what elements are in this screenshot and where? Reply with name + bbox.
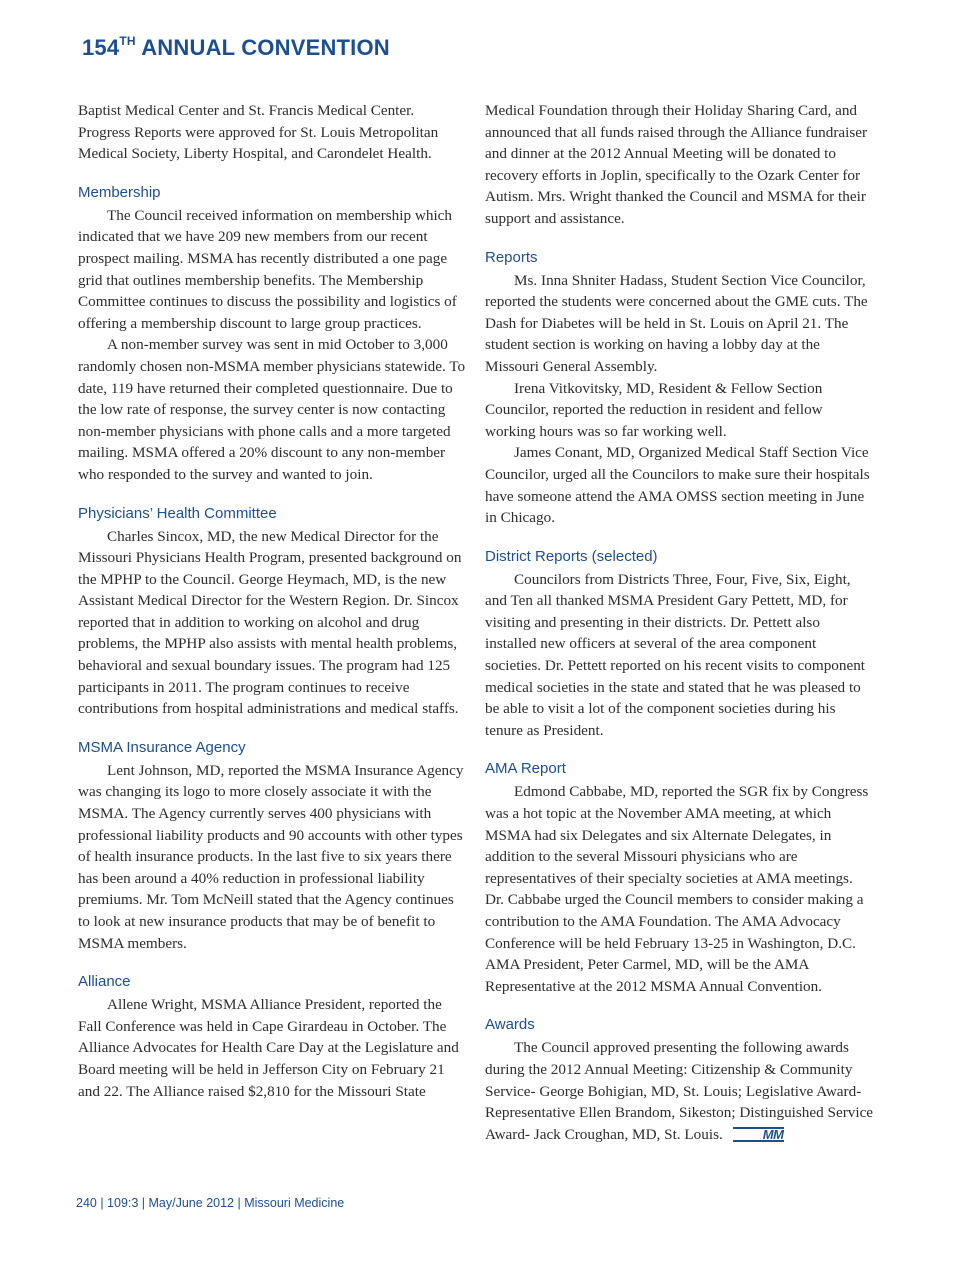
right-intro-paragraph: Medical Foundation through their Holiday Sharing Card, and announced that all funds raised through the Alliance fundraiser and dinner at the 2012 Annual Meeting will be donated to recovery efforts in Joplin, specifically to the Ozark Center for Autism. Mrs. Wright thanked the Council and MSMA for their support and assistance. <box>485 102 868 227</box>
ama-report-paragraph: Edmond Cabbabe, MD, reported the SGR fix by Congress was a hot topic at the November AMA meeting, at which MSMA had six Delegates and six Alternate Delegates, in addition to the several Missouri physicians who are representatives of their specialty societies at AMA meetings. Dr. Cabbabe urged the Council members to consider making a contribution to the AMA Foundation. The AMA Advocacy Conference will be held February 13-25 in Washington, D.C. AMA President, Peter Carmel, MD, will be the AMA Representative at the 2012 MSMA Annual Convention. <box>485 783 869 995</box>
district-reports-heading: District Reports (selected) <box>485 547 658 565</box>
left-intro-paragraph: Baptist Medical Center and St. Francis Medical Center. Progress Reports were approved for St. Louis Metropolitan Medical Society, Liberty Hospital, and Carondelet Health. <box>78 102 439 163</box>
reports-paragraph-1: Ms. Inna Shniter Hadass, Student Section Vice Councilor, reported the students were concerned about the GME cuts. The Dash for Diabetes will be held in St. Louis on April 21. The student section is working on having a lobby day at the Missouri General Assembly. <box>485 271 868 375</box>
reports-paragraph-3: James Conant, MD, Organized Medical Staff Section Vice Councilor, urged all the Councilors to make sure their hospitals have someone attend the AMA OMSS section meeting in June in Chicago. <box>485 444 870 527</box>
convention-number: 154 <box>82 35 120 60</box>
awards-paragraph <box>485 1037 875 1145</box>
district-reports-paragraph: Councilors from Districts Three, Four, Five, Six, Eight, and Ten all thanked MSMA President Gary Pettett, MD, for visiting and presenting in their districts. Dr. Pettett also installed new officers at several of the area component societies. Dr. Pettett reported on his recent visits to component medical societies in the state and stated that he was pleased to be able to visit a lot of the component societies during his tenure as President. <box>485 570 866 739</box>
alliance-paragraph: Allene Wright, MSMA Alliance President, reported the Fall Conference was held in Cape Girardeau in October. The Alliance Advocates for Health Care Day at the Legislature and Board meeting will be held in Jefferson City on February 21 and 22. The Alliance raised $2,810 for the Missouri State <box>78 996 459 1100</box>
membership-heading: Membership <box>78 183 161 201</box>
insurance-heading: MSMA Insurance Agency <box>78 738 246 756</box>
reports-paragraph-2: Irena Vitkovitsky, MD, Resident & Fellow Section Councilor, reported the reduction in resident and fellow working hours was so far working well. <box>485 379 823 440</box>
ama-report-heading: AMA Report <box>485 760 566 778</box>
insurance-paragraph: Lent Johnson, MD, reported the MSMA Insurance Agency was changing its logo to more closely associate it with the MSMA. The Agency currently serves 400 physicians with professional liability products and 90 accounts with other types of health insurance products. In the last five to six years there has been around a 40% reduction in professional liability premiums. Mr. Tom McNeill stated that the Agency continues to look at new insurance products that may be of benefit to MSMA members. <box>78 761 464 952</box>
alliance-heading: Alliance <box>78 973 131 991</box>
page-footer: 240 | 109:3 | May/June 2012 | Missouri Medicine <box>76 1196 345 1210</box>
awards-text: The Council approved presenting the following awards during the 2012 Annual Meeting: Citizenship & Community Service- George Bohigian, MD, St. Louis; Legislative Award- Representative Ellen Brandom, Sikeston; Distinguished Service Award- Jack Croughan, MD, St. Louis. <box>485 1039 874 1143</box>
left-column <box>78 100 468 1102</box>
convention-number-suffix: TH <box>119 34 136 48</box>
page-header <box>82 34 390 61</box>
right-column <box>485 100 875 1145</box>
physicians-health-paragraph: Charles Sincox, MD, the new Medical Director for the Missouri Physicians Health Program, presented background on the MPHP to the Council. George Heymach, MD, is the new Assistant Medical Director for the Western Region. Dr. Sincox reported that in addition to working on alcohol and drug problems, the MPHP also assists with mental health problems, behavioral and sexual boundary issues. The program had 125 participants in 2011. The program continues to receive contributions from hospital administrations and medical staffs. <box>78 527 462 718</box>
membership-paragraph-2: A non-member survey was sent in mid October to 3,000 randomly chosen non-MSMA member physicians statewide. To date, 119 have returned their completed questionnaire. Due to the low rate of response, the survey center is now contacting non-member physicians with phone calls and a more targeted mailing. MSMA offered a 20% discount to any non-member who responded to the survey and wanted to join. <box>78 336 466 483</box>
reports-heading: Reports <box>485 248 538 266</box>
membership-paragraph-1: The Council received information on membership which indicated that we have 209 new members from our recent prospect mailing. MSMA has recently distributed a one page grid that outlines membership benefits. The Membership Committee continues to discuss the possibility and logistics of offering a membership discount to large group practices. <box>78 206 457 332</box>
end-mark-logo: MM <box>733 1127 785 1142</box>
convention-title: ANNUAL CONVENTION <box>141 35 390 60</box>
awards-heading: Awards <box>485 1016 535 1034</box>
physicians-health-heading: Physicians’ Health Committee <box>78 504 277 522</box>
